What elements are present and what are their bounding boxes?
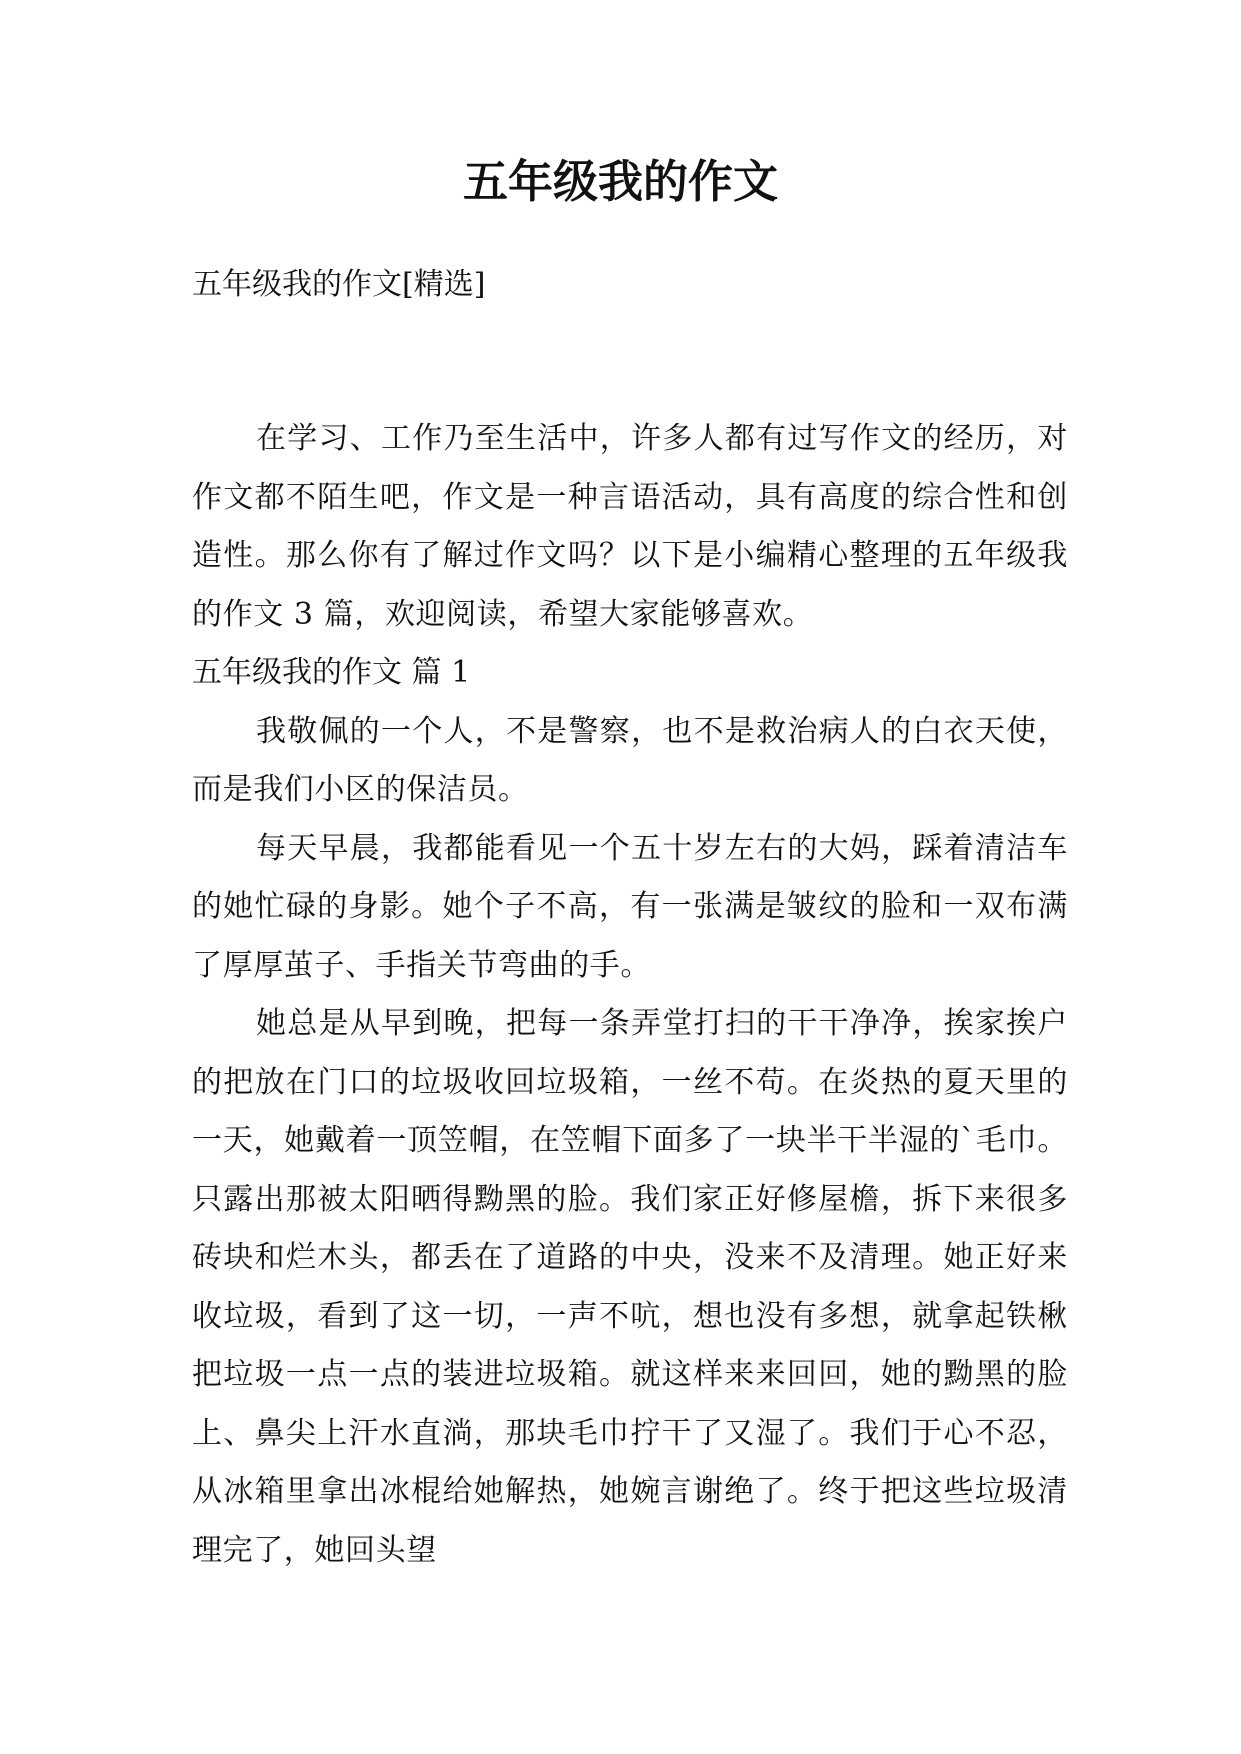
section-heading: 五年级我的作文 篇 1 bbox=[192, 655, 471, 690]
body-paragraph-3: 她总是从早到晚，把每一条弄堂打扫的干干净净，挨家挨户的把放在门口的垃圾收回垃圾箱，一丝不苟。在炎热的夏天里的一天，她戴着一顶笠帽，在笠帽下面多了一块半干半湿的`毛巾。只露出那被太阳晒得黝黑的脸。我们家正好修屋檐，拆下来很多砖块和烂木头，都丢在了道路的中央，没来不及清理。她正好来收垃圾，看到了这一切，一声不吭，想也没有多想，就拿起铁楸把垃圾一点一点的装进垃圾箱。就这样来来回回，她的黝黑的脸上、鼻尖上汗水直淌，那块毛巾拧干了又湿了。我们于心不忍，从冰箱里拿出冰棍给她解热，她婉言谢绝了。终于把这些垃圾清理完了，她回头望 bbox=[192, 1006, 1068, 1568]
document-title: 五年级我的作文 bbox=[462, 155, 778, 208]
document-body bbox=[192, 410, 1068, 1580]
body-paragraph-1: 我敬佩的一个人，不是警察，也不是救治病人的白衣天使，而是我们小区的保洁员。 bbox=[192, 713, 1068, 807]
document-subtitle: 五年级我的作文[精选] bbox=[192, 267, 486, 302]
body-paragraph-2: 每天早晨，我都能看见一个五十岁左右的大妈，踩着清洁车的她忙碌的身影。她个子不高，有一张满是皱纹的脸和一双布满了厚厚茧子、手指关节弯曲的手。 bbox=[192, 830, 1068, 983]
intro-paragraph: 在学习、工作乃至生活中，许多人都有过写作文的经历，对作文都不陌生吧，作文是一种言语活动，具有高度的综合性和创造性。那么你有了解过作文吗？以下是小编精心整理的五年级我的作文 3 篇，欢迎阅读，希望大家能够喜欢。 bbox=[192, 421, 1068, 632]
